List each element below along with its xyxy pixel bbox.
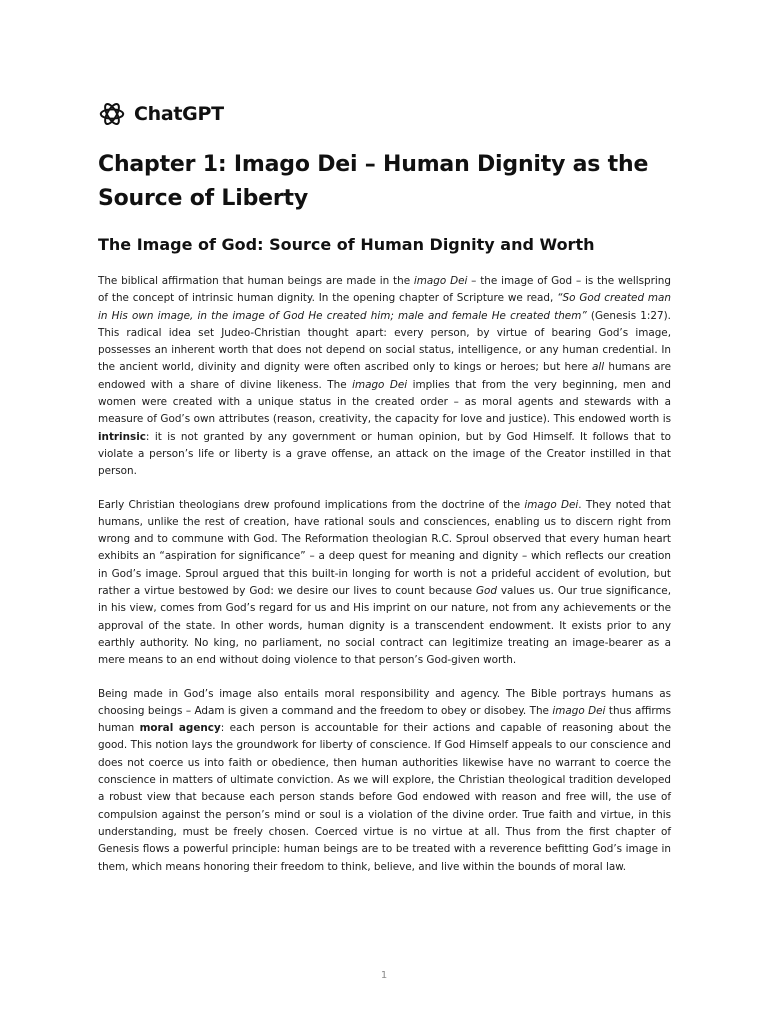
brand-header xyxy=(98,98,671,130)
text-run: values us. Our true significance, in his view, comes from God’s regard for us and His imprint on our nature, not from any achievements or the approval of the state. In other words, human dignity is a transcendent endowment. It exists prior to any earthly authority. No king, no parliament, no social contract can legitimize treating an image-bearer as a mere means to an end without doing violence to that person’s God-given worth. xyxy=(98,585,671,667)
text-run: God xyxy=(475,585,497,598)
text-run: (Genesis 1:27). This radical idea set Judeo-Christian thought apart: every person, by virtue of bearing God’s image, possesses an inherent worth that does not depend on social status, intelligence, or any human credential. In the ancient world, divinity and dignity were often ascribed only to kings or heroes; but here xyxy=(98,309,671,374)
body-paragraph-3 xyxy=(98,686,671,876)
text-run: The biblical affirmation that human beings are made in the xyxy=(98,275,414,287)
text-run: moral agency xyxy=(139,722,221,735)
brand-name: ChatGPT xyxy=(134,103,224,125)
page-number: 1 xyxy=(380,970,388,981)
text-run: imago Dei xyxy=(413,275,468,287)
text-run: intrinsic xyxy=(98,430,146,443)
text-run: imago Dei xyxy=(352,378,408,391)
text-run: Early Christian theologians drew profound implications from the doctrine of the xyxy=(98,498,525,511)
openai-logo-icon xyxy=(98,100,126,128)
text-run: thus affirms human xyxy=(98,704,671,735)
text-run: : each person is accountable for their actions and capable of reasoning about the good. This notion lays the groundwork for liberty of conscience. If God Himself appeals to our conscience and does not coerce us into faith or obedience, then human authorities likewise have no warrant to coerce the conscience in matters of ultimate conviction. As we will explore, the Christian theological tradition developed a robust view that because each person stands before God endowed with reason and free will, the use of compulsion against the person’s mind or soul is a violation of the divine order. True faith and virtue, in this understanding, must be freely chosen. Coerced virtue is no virtue at all. Thus from the first chapter of Genesis flows a powerful principle: human beings are to be treated with a reverence befitting God’s image in them, which means honoring their freedom to think, believe, and live within the bounds of moral law. xyxy=(98,722,671,873)
text-run: Being made in God’s image also entails moral responsibility and agency. The Bible portrays humans as choosing beings – Adam is given a command and the freedom to obey or disobey. The xyxy=(98,687,671,717)
text-run: humans are endowed with a share of divine likeness. The xyxy=(98,361,671,391)
text-run: “So God created man in His own image, in the image of God He created him; male and female He created them” xyxy=(98,292,671,322)
text-run: : it is not granted by any government or human opinion, but by God Himself. It follows that to violate a person’s life or liberty is a grave offense, an attack on the image of the Creator instilled in that person. xyxy=(98,430,671,478)
chapter-title: Chapter 1: Imago Dei – Human Dignity as the Source of Liberty xyxy=(98,152,649,211)
text-run: . They noted that humans, unlike the rest of creation, have rational souls and consciences, enabling us to discern right from wrong and to commune with God. The Reformation theologian R.C. Sproul observed that every human heart exhibits an “aspiration for significance” – a deep quest for meaning and dignity – which reflects our creation in God’s image. Sproul argued that this built-in longing for worth is not a prideful accident of evolution, but rather a virtue bestowed by God: we desire our lives to count because xyxy=(98,498,671,598)
text-run: implies that from the very beginning, men and women were created with a unique status in the created order – as moral agents and stewards with a measure of God’s own attributes (reason, creativity, the capacity for love and justice). This endowed worth is xyxy=(98,378,671,426)
text-run: – the image of God – is the wellspring of the concept of intrinsic human dignity. In the opening chapter of Scripture we read, xyxy=(98,275,671,305)
section-title: The Image of God: Source of Human Dignity and Worth xyxy=(98,235,595,254)
document-page xyxy=(98,98,671,876)
body-paragraph-1 xyxy=(98,273,671,481)
text-run: imago Dei xyxy=(524,498,579,511)
body-paragraph-2 xyxy=(98,497,671,670)
text-run: imago Dei xyxy=(552,704,606,717)
text-run: all xyxy=(592,361,605,374)
